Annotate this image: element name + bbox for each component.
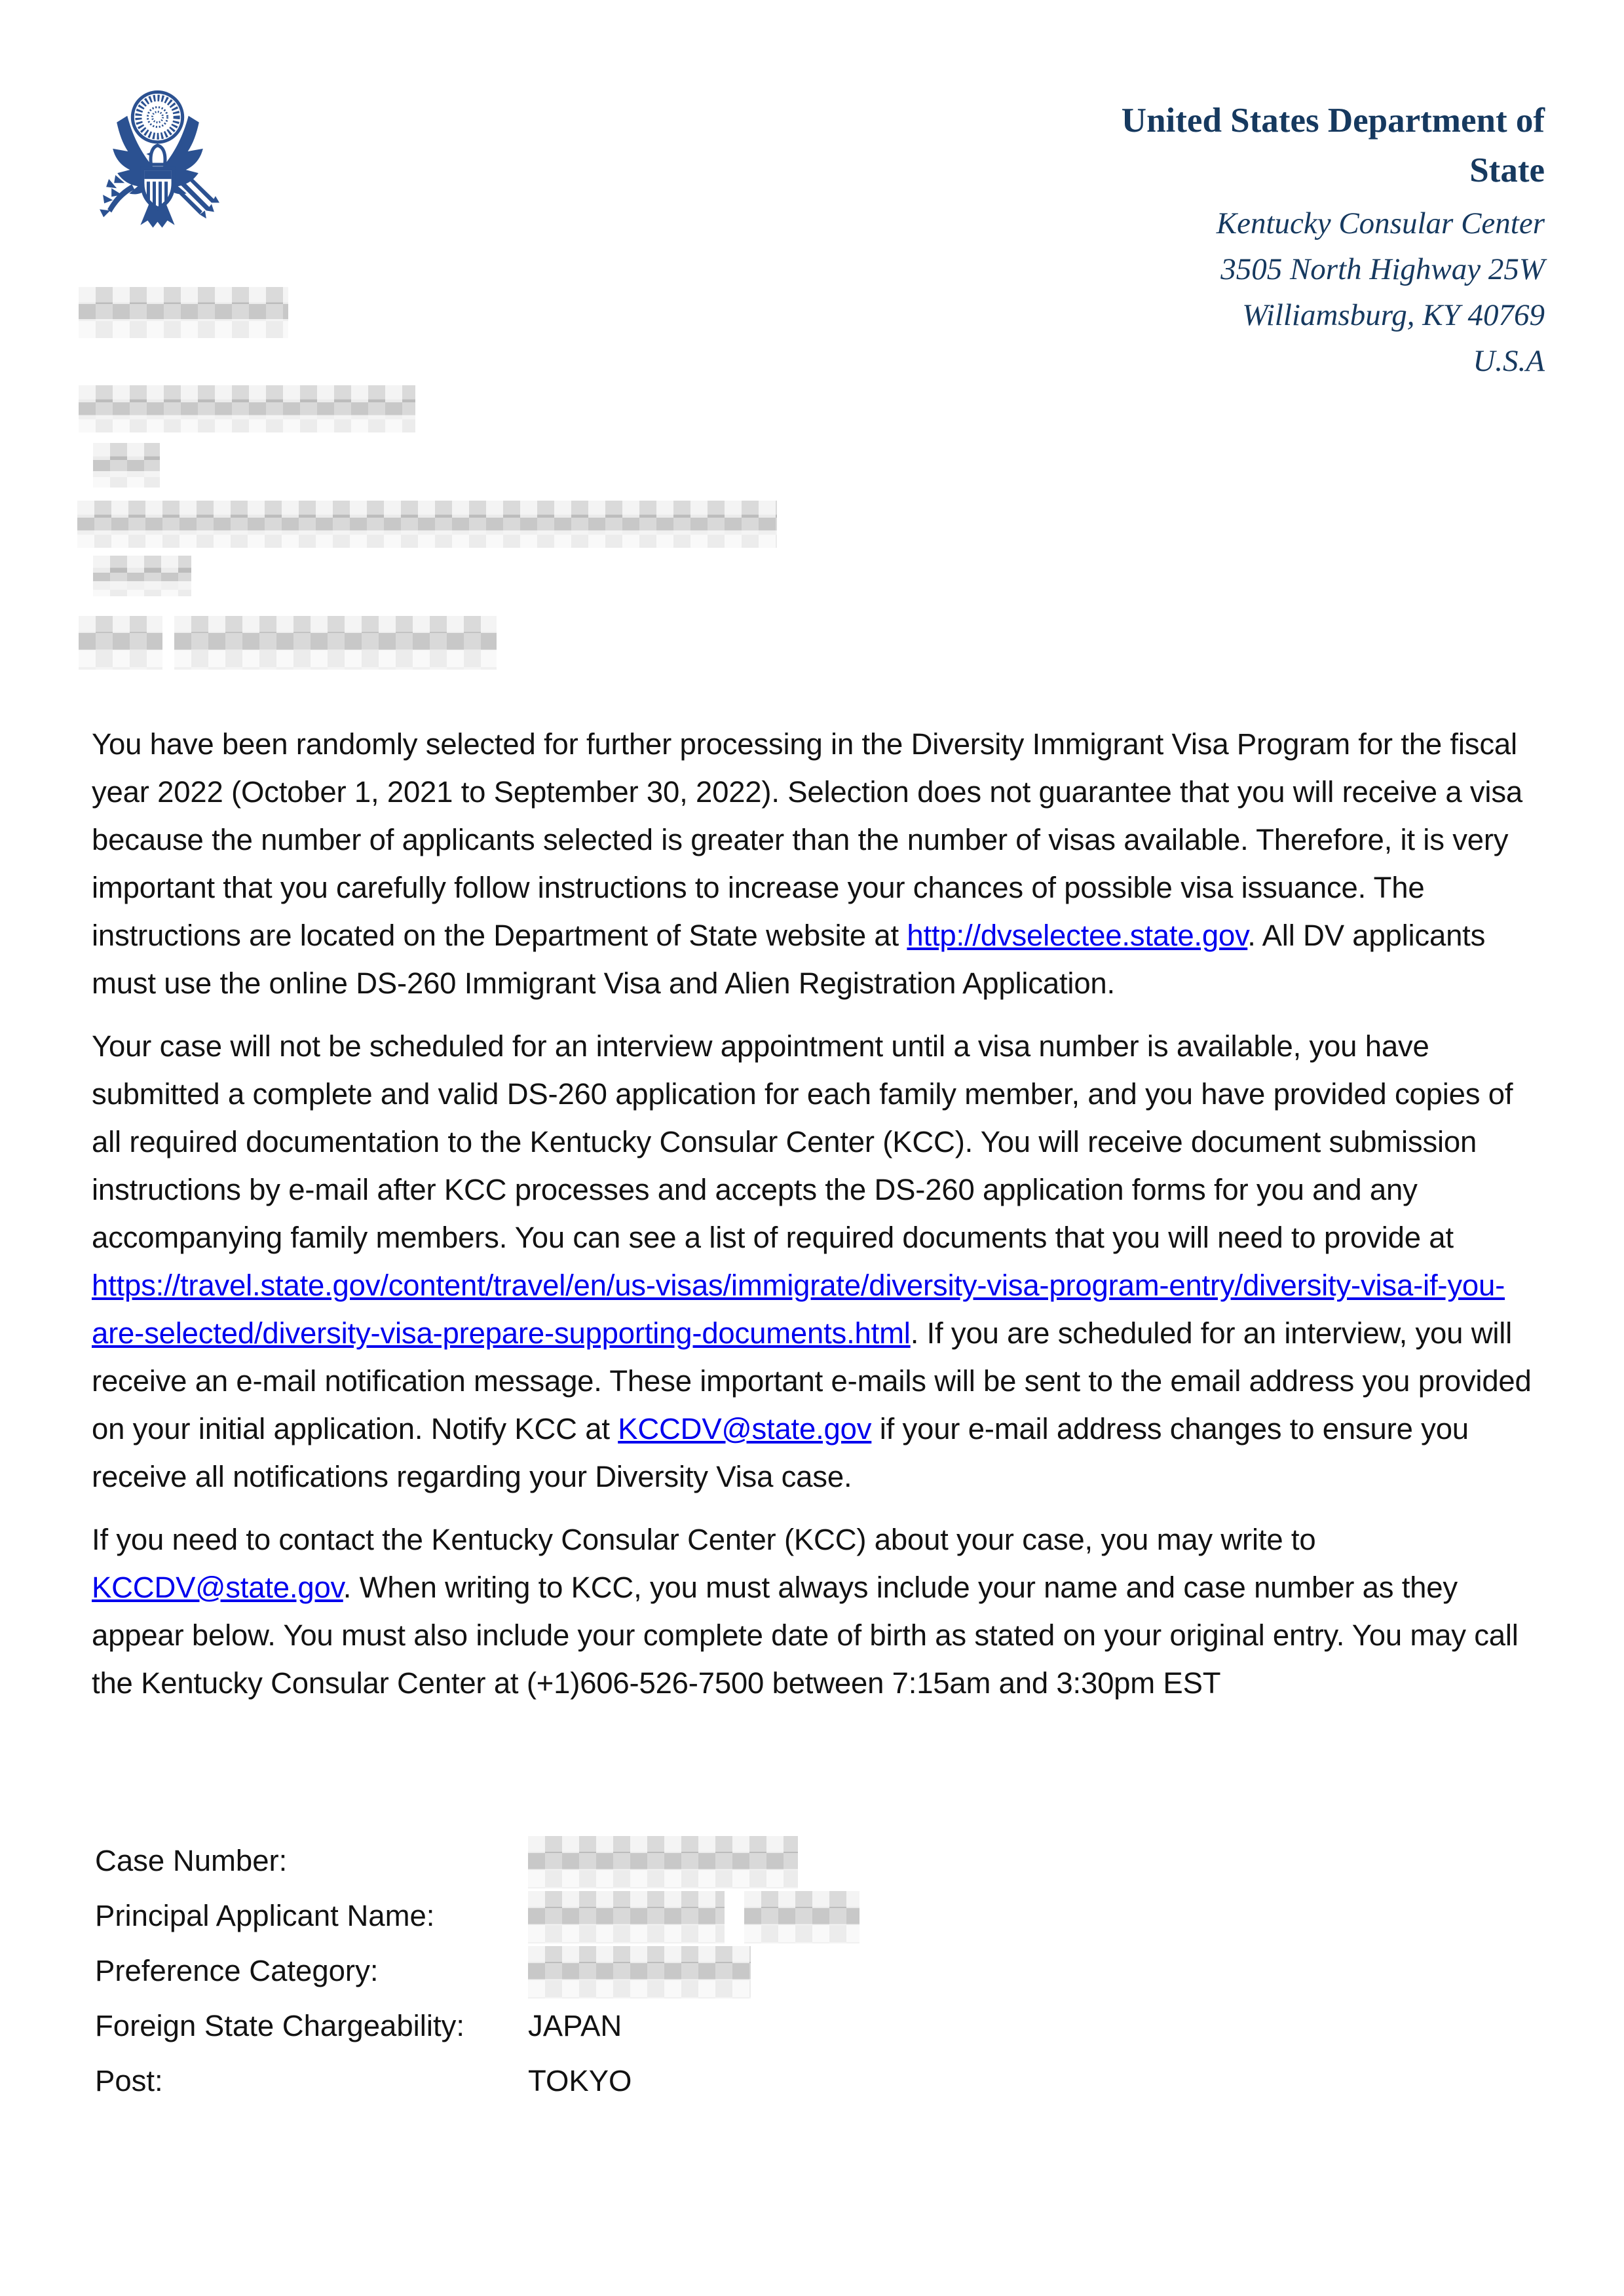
field-value: TOKYO	[528, 2064, 632, 2097]
hyperlink[interactable]: http://dvselectee.state.gov	[907, 919, 1248, 952]
letterhead	[903, 96, 1545, 384]
redacted-value-block	[528, 1946, 751, 1999]
field-value	[528, 1890, 1445, 1943]
field-label: Case Number:	[95, 1844, 288, 1877]
redacted-recipient-line-block	[93, 443, 160, 488]
sender-address-line: 3505 North Highway 25W	[1220, 252, 1545, 286]
sender-address-line: U.S.A	[1473, 344, 1545, 378]
paragraph-text: . All DV applicants must use the online DS-260 Immigrant Visa and Alien Registration Application.	[92, 919, 1486, 1000]
field-value: JAPAN	[528, 2009, 622, 2042]
hyperlink[interactable]: KCCDV@state.gov	[618, 1412, 872, 1445]
field-label: Post:	[95, 2064, 163, 2097]
redacted-recipient-line-block	[93, 556, 191, 596]
org-name	[903, 96, 1545, 195]
body-paragraph	[92, 1516, 1543, 1707]
field-label: Preference Category:	[95, 1954, 379, 1987]
redacted-value-block	[528, 1836, 798, 1888]
redacted-value-block	[744, 1891, 859, 1943]
org-name-line: State	[1469, 151, 1545, 189]
paragraph-text: Your case will not be scheduled for an interview appointment until a visa number is available, you have submitted a complete and valid DS-260 application for each family member, and you have provided copies of all required documentation to the Kentucky Consular Center (KCC). You will receive document submission instructions by e-mail after KCC processes and accepts the DS-260 application forms for you and any accompanying family members. You can see a list of required documents that you will need to provide at	[92, 1029, 1513, 1254]
sender-address	[903, 201, 1545, 384]
redacted-salutation-block	[79, 616, 162, 670]
field-value	[528, 1835, 1445, 1888]
paragraph-text: If you need to contact the Kentucky Consular Center (KCC) about your case, you may write to	[92, 1523, 1316, 1556]
field-label: Foreign State Chargeability:	[95, 2009, 464, 2042]
redacted-recipient-name-block	[79, 385, 415, 432]
case-fields	[95, 1835, 1445, 2110]
sender-address-line: Kentucky Consular Center	[1216, 206, 1545, 240]
redacted-recipient-address-block	[77, 501, 777, 548]
body-paragraph	[92, 1022, 1543, 1501]
redacted-salutation-block	[174, 616, 497, 670]
state-department-seal-icon	[90, 84, 225, 231]
org-name-line: United States Department of	[1121, 102, 1545, 140]
paragraph-text: . If you are scheduled for an interview, you will receive an e-mail notification message. These important e-mails will be sent to the email address you provided on your initial application. Notify KCC at	[92, 1316, 1532, 1445]
redacted-date-block	[79, 287, 288, 338]
body-paragraph	[92, 720, 1543, 1007]
redacted-value-block	[528, 1891, 725, 1943]
paragraph-text: if your e-mail address changes to ensure you receive all notifications regarding your Diversity Visa case.	[92, 1412, 1469, 1493]
sender-address-line: Williamsburg, KY 40769	[1242, 298, 1545, 332]
hyperlink[interactable]: https://travel.state.gov/content/travel/en/us-visas/immigrate/diversity-visa-program-entry/diversity-visa-if-you-are-selected/diversity-visa-prepare-supporting-documents.html	[92, 1269, 1505, 1350]
great-seal-eagle-graphic	[90, 84, 225, 231]
field-value	[528, 1945, 1445, 1999]
letter-body	[92, 720, 1543, 1722]
hyperlink[interactable]: KCCDV@state.gov	[92, 1571, 343, 1604]
paragraph-text: You have been randomly selected for further processing in the Diversity Immigrant Visa Program for the fiscal year 2022 (October 1, 2021 to September 30, 2022). Selection does not guarantee that you will receive a visa because the number of applicants selected is greater than the number of visas available. Therefore, it is very important that you carefully follow instructions to increase your chances of possible visa issuance. The instructions are located on the Department of State website at	[92, 727, 1522, 952]
field-label: Principal Applicant Name:	[95, 1899, 435, 1932]
paragraph-text: . When writing to KCC, you must always include your name and case number as they appear below. You must also include your complete date of birth as stated on your original entry. You may call the Kentucky Consular Center at (+1)606-526-7500 between 7:15am and 3:30pm EST	[92, 1571, 1519, 1700]
